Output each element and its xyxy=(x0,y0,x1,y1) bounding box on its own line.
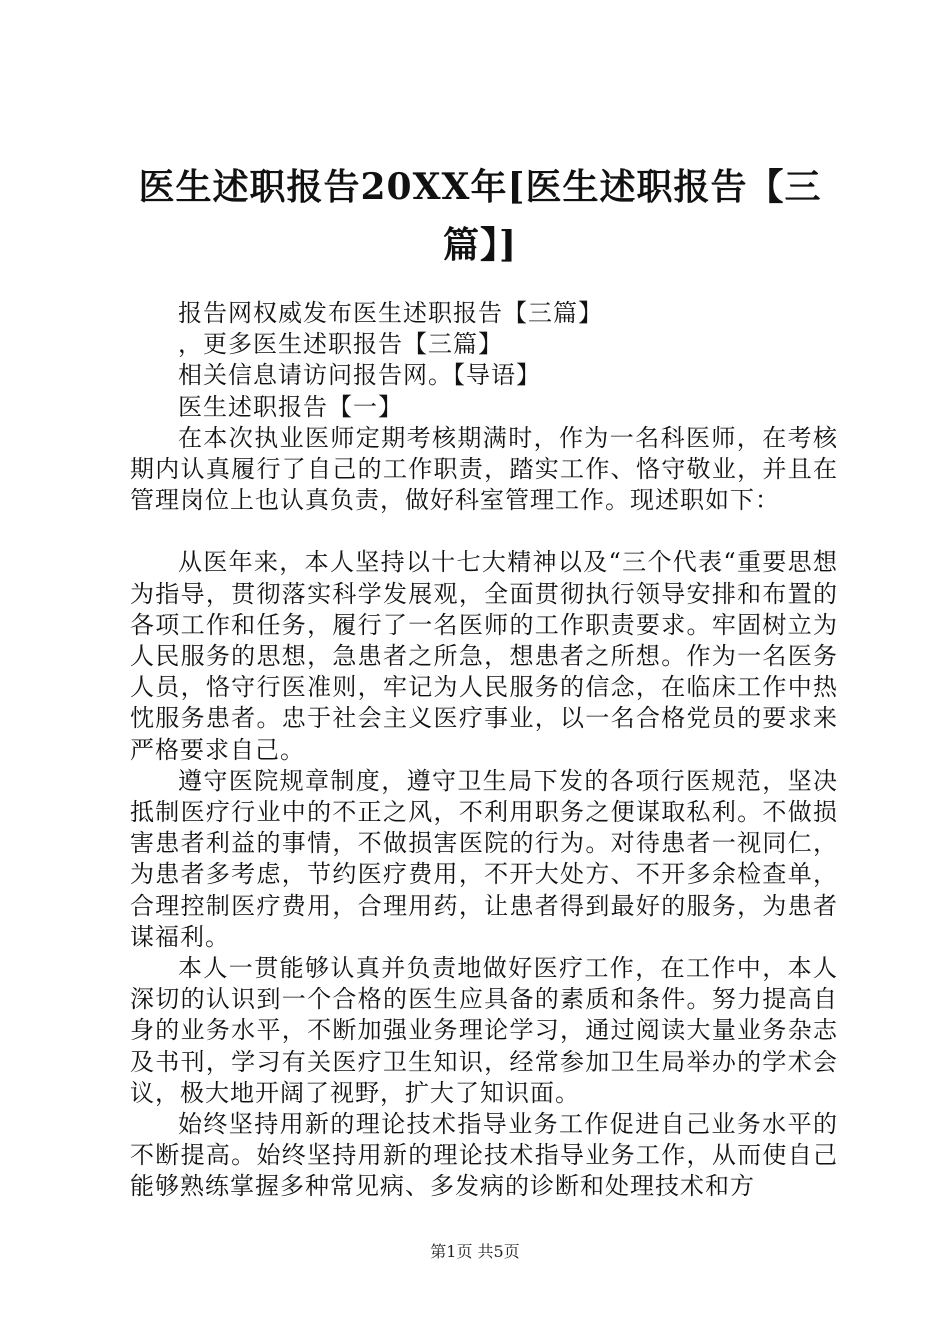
paragraph-intro: 在本次执业医师定期考核期满时，作为一名科医师，在考核期内认真履行了自己的工作职责，踏实工作、恪守敬业，并且在管理岗位上也认真负责，做好科室管理工作。现述职如下： xyxy=(130,423,838,515)
document-body xyxy=(130,298,838,1203)
paragraph-work: 本人一贯能够认真并负责地做好医疗工作，在工作中，本人深切的认识到一个合格的医生应具备的素质和条件。努力提高自身的业务水平，不断加强业务理论学习，通过阅读大量业务杂志及书刊，学习有关医疗卫生知识，经常参加卫生局举办的学术会议，极大地开阔了视野，扩大了知识面。 xyxy=(130,954,838,1107)
paragraph-more: ，更多医生述职报告【三篇】 xyxy=(178,330,503,359)
document-title: 医生述职报告20XX年[医生述职报告【三篇】] xyxy=(138,166,822,266)
section-heading-one: 医生述职报告【一】 xyxy=(178,392,403,421)
paragraph-ideology: 从医年来，本人坚持以十七大精神以及“三个代表“重要思想为指导，贯彻落实科学发展观，全面贯彻执行领导安排和布置的各项工作和任务，履行了一名医师的工作职责要求。牢固树立为人民服务的思想，急患者之所急，想患者之所想。作为一名医务人员，恪守行医准则，牢记为人民服务的信念，在临床工作中热忱服务患者。忠于社会主义医疗事业，以一名合格党员的要求来严格要求自己。 xyxy=(130,548,838,764)
page-number: 第1页 共5页 xyxy=(430,1242,520,1261)
paragraph-theory: 始终坚持用新的理论技术指导业务工作促进自己业务水平的不断提高。始终坚持用新的理论技术指导业务工作，从而使自己能够熟练掌握多种常见病、多发病的诊断和处理技术和方 xyxy=(130,1110,838,1201)
paragraph-rules: 遵守医院规章制度，遵守卫生局下发的各项行医规范，坚决抵制医疗行业中的不正之风，不利用职务之便谋取私利。不做损害患者利益的事情，不做损害医院的行为。对待患者一视同仁，为患者多考虑，节约医疗费用，不开大处方、不开多余检查单，合理控制医疗费用，合理用药，让患者得到最好的服务，为患者谋福利。 xyxy=(130,766,838,951)
paragraph-related: 相关信息请访问报告网。【导语】 xyxy=(178,361,541,390)
paragraph-source: 报告网权威发布医生述职报告【三篇】 xyxy=(178,299,603,327)
